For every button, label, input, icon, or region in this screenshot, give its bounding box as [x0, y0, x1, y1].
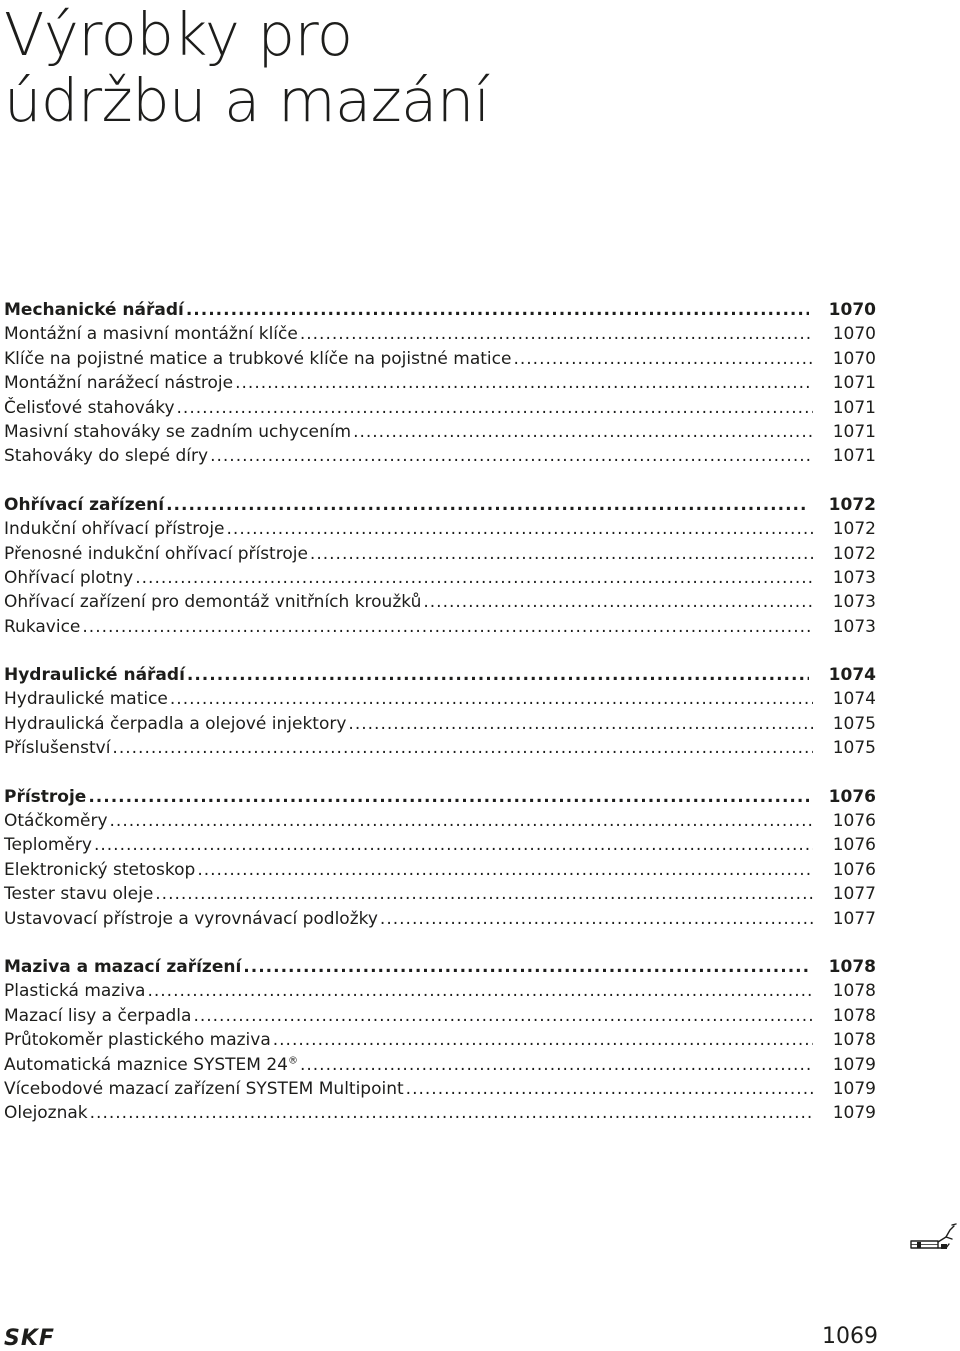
dot-leader	[177, 396, 813, 420]
entry-label-text: Přenosné indukční ohřívací přístroje	[4, 543, 308, 564]
entry-page-number: 1073	[832, 616, 876, 637]
entry-page-number: 1076	[832, 859, 876, 880]
entry-page-number: 1071	[832, 421, 876, 442]
entry-page-number: 1077	[832, 908, 876, 929]
entry-page-number: 1078	[832, 1030, 876, 1051]
dot-leader	[300, 1053, 813, 1077]
entry-label-text: Mechanické nářadí	[4, 300, 184, 320]
entry-title	[4, 566, 133, 590]
entry-title	[4, 1004, 191, 1028]
entry-label-text: Ohřívací zařízení pro demontáž vnitřních kroužků	[4, 592, 422, 613]
dot-leader	[193, 1004, 812, 1028]
section-title	[4, 785, 86, 809]
toc-entry[interactable]	[4, 444, 876, 468]
entry-label-text: Hydraulická čerpadla a olejové injektory	[4, 713, 347, 734]
entry-label-text: Klíče na pojistné matice a trubkové klíče na pojistné matice	[4, 348, 512, 369]
entry-title	[4, 1028, 271, 1052]
dot-leader	[186, 298, 809, 322]
entry-label-text: Průtokoměr plastického maziva	[4, 1030, 271, 1051]
toc-entry[interactable]	[4, 347, 876, 371]
entry-page-number: 1071	[832, 397, 876, 418]
entry-label-text: Automatická maznice SYSTEM 24	[4, 1054, 288, 1075]
svg-text:SKF: SKF	[4, 1326, 55, 1348]
dot-leader	[110, 809, 813, 833]
toc-entry[interactable]	[4, 420, 876, 444]
entry-label-text: Přístroje	[4, 786, 87, 807]
toc-section-heading[interactable]	[4, 785, 876, 809]
toc-section-heading[interactable]	[4, 493, 876, 517]
entry-page-number: 1072	[832, 519, 876, 540]
entry-page-number: 1078	[832, 1005, 876, 1026]
entry-label-text: Příslušenství	[4, 738, 111, 759]
entry-title	[4, 322, 298, 346]
entry-title	[4, 1077, 404, 1101]
toc-entry[interactable]	[4, 615, 876, 639]
page-number: 1069	[822, 1324, 878, 1349]
entry-page-number: 1076	[828, 786, 876, 807]
entry-label-text: Rukavice	[4, 616, 81, 637]
entry-title	[4, 858, 195, 882]
entry-title	[4, 590, 421, 614]
entry-page-number: 1074	[832, 689, 876, 710]
toc-section-heading[interactable]	[4, 298, 876, 322]
entry-page-number: 1074	[828, 665, 876, 686]
toc-entry[interactable]	[4, 907, 876, 931]
toc-section-heading[interactable]	[4, 955, 876, 979]
entry-page-number: 1075	[832, 713, 876, 734]
entry-label-text: Olejoznak	[4, 1103, 88, 1124]
entry-title	[4, 882, 153, 906]
toc-section	[4, 663, 876, 761]
dot-leader	[166, 493, 809, 517]
entry-page-number: 1070	[832, 348, 876, 369]
section-title	[4, 493, 164, 517]
entry-page-number: 1071	[832, 373, 876, 394]
toc-entry[interactable]	[4, 979, 876, 1003]
entry-label-text: Indukční ohřívací přístroje	[4, 519, 225, 540]
dot-leader	[380, 907, 813, 931]
entry-title	[4, 615, 80, 639]
section-title	[4, 298, 184, 322]
entry-title	[4, 1101, 88, 1125]
entry-label-text: Montážní narážecí nástroje	[4, 373, 234, 394]
entry-title	[4, 347, 511, 371]
dot-leader	[273, 1028, 813, 1052]
toc-entry[interactable]	[4, 687, 876, 711]
dot-leader	[82, 615, 812, 639]
toc-entry[interactable]	[4, 542, 876, 566]
entry-page-number: 1075	[832, 738, 876, 759]
entry-title	[4, 371, 233, 395]
toc-entry[interactable]	[4, 371, 876, 395]
toc-section	[4, 493, 876, 639]
entry-label-text: Ohřívací plotny	[4, 567, 134, 588]
dot-leader	[88, 785, 808, 809]
dot-leader	[348, 712, 812, 736]
toc-section-heading[interactable]	[4, 663, 876, 687]
toc-section	[4, 298, 876, 469]
entry-title	[4, 712, 346, 736]
dot-leader	[155, 882, 812, 906]
entry-title	[4, 736, 110, 760]
entry-title	[4, 542, 308, 566]
dot-leader	[513, 347, 812, 371]
entry-label-text: Ustavovací přístroje a vyrovnávací podložky	[4, 908, 378, 929]
entry-label-text: Elektronický stetoskop	[4, 859, 196, 880]
dot-leader	[112, 736, 812, 760]
entry-label-text: Mazací lisy a čerpadla	[4, 1005, 192, 1026]
entry-page-number: 1072	[832, 543, 876, 564]
entry-label-text: Maziva a mazací zařízení	[4, 956, 242, 977]
dot-leader	[243, 955, 808, 979]
toc-entry[interactable]	[4, 1053, 876, 1077]
grease-gun-icon	[908, 1222, 958, 1256]
entry-label-text: Otáčkoměry	[4, 811, 108, 832]
dot-leader	[210, 444, 813, 468]
entry-title	[4, 687, 168, 711]
entry-label-text: Ohřívací zařízení	[4, 494, 165, 515]
toc-entry[interactable]	[4, 809, 876, 833]
entry-page-number: 1073	[832, 567, 876, 588]
toc-entry[interactable]	[4, 1028, 876, 1052]
toc-section	[4, 785, 876, 931]
registered-mark: ®	[287, 1054, 298, 1066]
section-title	[4, 663, 185, 687]
entry-page-number: 1072	[828, 494, 876, 515]
entry-page-number: 1078	[832, 981, 876, 1002]
toc-entry[interactable]	[4, 396, 876, 420]
entry-title	[4, 517, 225, 541]
title-line-1: Výrobky pro	[4, 0, 353, 69]
toc-entry[interactable]	[4, 322, 876, 346]
entry-page-number: 1079	[832, 1054, 876, 1075]
dot-leader	[90, 1101, 813, 1125]
dot-leader	[147, 979, 812, 1003]
entry-page-number: 1070	[828, 300, 876, 320]
toc-entry[interactable]	[4, 833, 876, 857]
toc-entry[interactable]	[4, 858, 876, 882]
dot-leader	[187, 663, 809, 687]
entry-title	[4, 979, 145, 1003]
entry-title	[4, 833, 92, 857]
toc-entry[interactable]	[4, 590, 876, 614]
toc-entry[interactable]	[4, 882, 876, 906]
dot-leader	[170, 687, 813, 711]
entry-page-number: 1076	[832, 835, 876, 856]
toc-entry[interactable]	[4, 1101, 876, 1125]
dot-leader	[310, 542, 813, 566]
entry-page-number: 1079	[832, 1078, 876, 1099]
entry-page-number: 1078	[828, 956, 876, 977]
dot-leader	[406, 1077, 813, 1101]
entry-title	[4, 907, 378, 931]
entry-page-number: 1070	[832, 324, 876, 345]
entry-label-text: Plastická maziva	[4, 981, 146, 1002]
entry-label-text: Masivní stahováky se zadním uchycením	[4, 421, 352, 442]
entry-label-text: Teploměry	[4, 835, 92, 856]
toc-section	[4, 955, 876, 1126]
entry-page-number: 1071	[832, 446, 876, 467]
entry-label-text: Hydraulické matice	[4, 689, 168, 710]
dot-leader	[227, 517, 813, 541]
entry-title	[4, 1053, 298, 1077]
entry-label-text: Tester stavu oleje	[4, 884, 154, 905]
dot-leader	[135, 566, 812, 590]
toc-entry[interactable]	[4, 1077, 876, 1101]
toc-entry[interactable]	[4, 1004, 876, 1028]
entry-page-number: 1077	[832, 884, 876, 905]
entry-title	[4, 809, 108, 833]
toc-entry[interactable]	[4, 712, 876, 736]
title-line-2: údržbu a mazání	[4, 66, 490, 135]
entry-title	[4, 444, 208, 468]
entry-label-text: Stahováky do slepé díry	[4, 446, 209, 467]
entry-label-text: Hydraulické nářadí	[4, 665, 185, 686]
entry-title	[4, 420, 351, 444]
toc-entry[interactable]	[4, 517, 876, 541]
dot-leader	[197, 858, 812, 882]
toc-entry[interactable]	[4, 736, 876, 760]
dot-leader	[300, 322, 813, 346]
entry-page-number: 1076	[832, 811, 876, 832]
section-title	[4, 955, 241, 979]
page-title	[4, 2, 490, 134]
toc-entry[interactable]	[4, 566, 876, 590]
dot-leader	[353, 420, 813, 444]
entry-label-text: Montážní a masivní montážní klíče	[4, 324, 298, 345]
entry-page-number: 1073	[832, 592, 876, 613]
entry-page-number: 1079	[832, 1103, 876, 1124]
entry-label-text: Čelisťové stahováky	[4, 397, 175, 418]
entry-label-text: Vícebodové mazací zařízení SYSTEM Multipoint	[4, 1078, 404, 1099]
table-of-contents	[4, 298, 876, 1150]
dot-leader	[94, 833, 813, 857]
skf-logo	[4, 1326, 76, 1348]
dot-leader	[235, 371, 813, 395]
entry-title	[4, 396, 175, 420]
dot-leader	[423, 590, 812, 614]
